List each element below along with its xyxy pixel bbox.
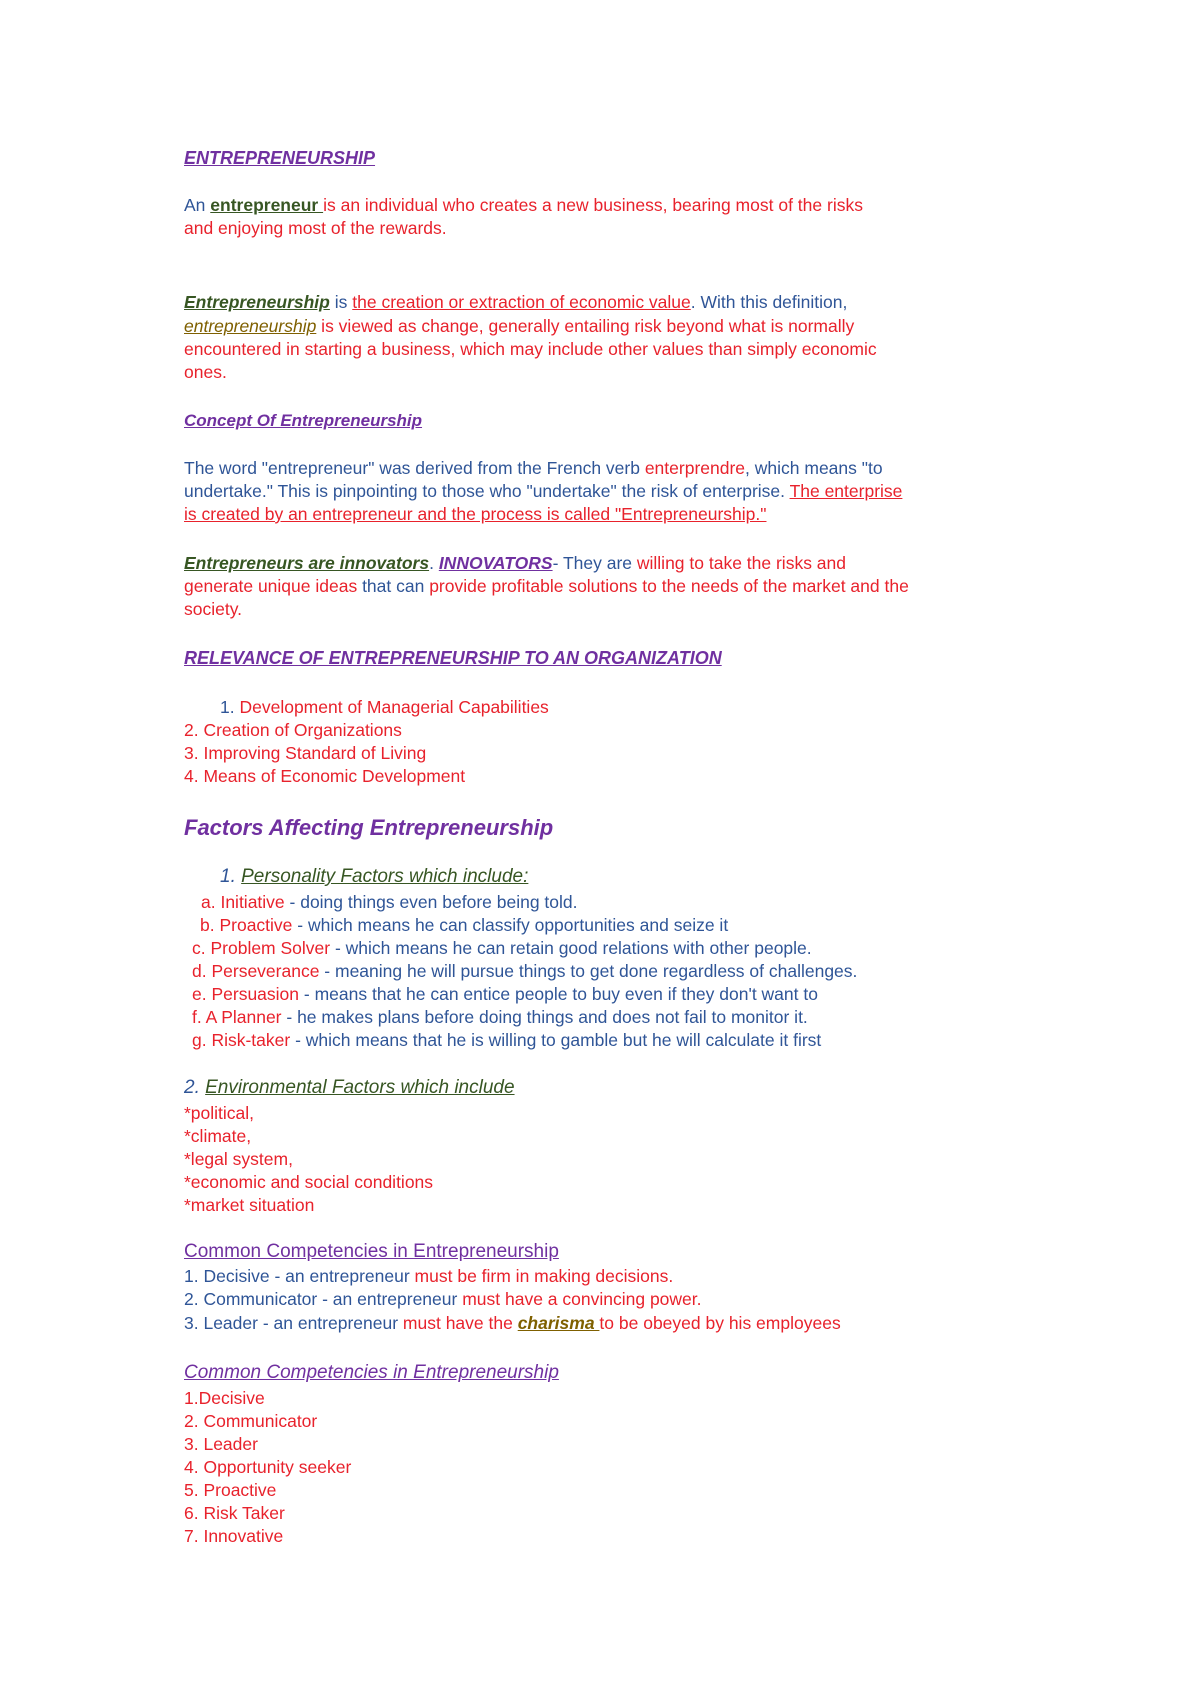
- relevance-num: 3.: [184, 743, 204, 763]
- personality-label: e. Persuasion: [192, 984, 300, 1004]
- personality-desc: - meaning he will pursue things to get done regardless of challenges.: [319, 961, 858, 981]
- def2-term: Entrepreneurship: [184, 292, 330, 312]
- competency-list-item: 5. Proactive: [184, 1480, 277, 1500]
- environmental-title: Environmental Factors which include: [205, 1077, 515, 1098]
- innovators-line2: [184, 575, 909, 597]
- personality-label: b. Proactive: [200, 915, 293, 935]
- concept-l1b: enterprendre: [644, 458, 746, 478]
- competency-list-item: 1.Decisive: [184, 1388, 265, 1408]
- personality-desc: - which means he can classify opportunities and seize it: [292, 915, 729, 935]
- document-title: ENTREPRENEURSHIP: [184, 148, 376, 168]
- innov-dash: - They are: [552, 553, 637, 573]
- personality-desc: - doing things even before being told.: [284, 892, 578, 912]
- personality-item: [192, 1006, 808, 1028]
- concept-heading: Concept Of Entrepreneurship: [184, 411, 423, 430]
- concept-l1a: The word "entrepreneur" was derived from the French verb: [184, 458, 645, 478]
- relevance-item: [184, 742, 426, 764]
- relevance-num: 2.: [184, 720, 204, 740]
- relevance-heading: RELEVANCE OF ENTREPRENEURSHIP TO AN ORGANIZATION: [184, 648, 722, 668]
- environmental-item: *market situation: [184, 1195, 315, 1215]
- def2-after: . With this definition,: [690, 292, 848, 312]
- personality-desc: - he makes plans before doing things and does not fail to monitor it.: [281, 1007, 808, 1027]
- personality-label: f. A Planner: [192, 1007, 282, 1027]
- environmental-item: *political,: [184, 1103, 255, 1123]
- competencies-heading: Common Competencies in Entrepreneurship: [184, 1241, 559, 1262]
- def1-line2: and enjoying most of the rewards.: [184, 218, 447, 238]
- personality-item: [201, 891, 578, 913]
- personality-desc: - which means he can retain good relations with other people.: [330, 938, 812, 958]
- competency-label: 1. Decisive: [184, 1266, 270, 1286]
- competencies-heading-2: Common Competencies in Entrepreneurship: [184, 1362, 559, 1383]
- innov-l2b: that can: [362, 576, 430, 596]
- competency-mid: - an entrepreneur: [257, 1313, 403, 1333]
- innov-dot: .: [429, 553, 439, 573]
- def2-link[interactable]: the creation or extraction of economic value: [352, 292, 691, 312]
- personality-title-line: [220, 866, 528, 888]
- competency-mid: - an entrepreneur: [269, 1266, 415, 1286]
- def2-line2-rest: is viewed as change, generally entailing risk beyond what is normally: [316, 316, 855, 336]
- personality-desc: - means that he can entice people to buy even if they don't want to: [299, 984, 818, 1004]
- relevance-text: Creation of Organizations: [203, 720, 402, 740]
- innov-l2a: generate unique ideas: [184, 576, 363, 596]
- innov-word: INNOVATORS: [438, 553, 553, 573]
- personality-item: [192, 983, 818, 1005]
- definition-entrepreneurship: [184, 291, 847, 313]
- def2-term2: entrepreneurship: [184, 316, 317, 336]
- competency-item: [184, 1312, 841, 1334]
- personality-item: [192, 937, 812, 959]
- personality-item: [200, 914, 728, 936]
- competency-item: [184, 1288, 702, 1310]
- innov-l2c: provide profitable solutions to the needs of the market and the: [429, 576, 909, 596]
- relevance-text: Development of Managerial Capabilities: [239, 697, 549, 717]
- def2-line2: [184, 315, 854, 337]
- def2-is: is: [329, 292, 353, 312]
- environmental-item: *legal system,: [184, 1149, 293, 1169]
- competency-item: [184, 1265, 673, 1287]
- personality-desc: - which means that he is willing to gamble but he will calculate it first: [290, 1030, 822, 1050]
- definition-entrepreneur: [184, 194, 863, 216]
- competency-end: must have the: [402, 1313, 518, 1333]
- factors-heading: Factors Affecting Entrepreneurship: [184, 815, 554, 840]
- concept-line3: is created by an entrepreneur and the process is called "Entrepreneurship.": [184, 504, 767, 524]
- innov-term: Entrepreneurs are innovators: [184, 553, 430, 573]
- competency-list-item: 6. Risk Taker: [184, 1503, 285, 1523]
- competency-list-item: 2. Communicator: [184, 1411, 318, 1431]
- def2-line3: encountered in starting a business, which may include other values than simply economic: [184, 339, 877, 359]
- personality-title: Personality Factors which include:: [241, 866, 529, 887]
- concept-line2: [184, 480, 902, 502]
- def1-term: entrepreneur: [210, 195, 324, 215]
- environmental-item: *economic and social conditions: [184, 1172, 434, 1192]
- relevance-num: 4.: [184, 766, 204, 786]
- concept-line1: [184, 457, 883, 479]
- innov-rest1: willing to take the risks and: [636, 553, 847, 573]
- charisma-after: to be obeyed by his employees: [599, 1313, 841, 1333]
- relevance-num: 1.: [220, 697, 240, 717]
- competency-list-item: 4. Opportunity seeker: [184, 1457, 352, 1477]
- personality-label: g. Risk-taker: [192, 1030, 291, 1050]
- personality-label: a. Initiative: [201, 892, 285, 912]
- competency-end: must be firm in making decisions.: [414, 1266, 674, 1286]
- environmental-num: 2.: [184, 1077, 206, 1098]
- competency-label: 2. Communicator: [184, 1289, 318, 1309]
- competency-label: 3. Leader: [184, 1313, 258, 1333]
- def2-line4: ones.: [184, 362, 227, 382]
- def1-rest: is an individual who creates a new business, bearing most of the risks: [323, 195, 863, 215]
- competency-list-item: 3. Leader: [184, 1434, 258, 1454]
- innovators-line3: society.: [184, 599, 243, 619]
- competency-mid: - an entrepreneur: [317, 1289, 463, 1309]
- relevance-text: Means of Economic Development: [203, 766, 466, 786]
- concept-l2a: undertake." This is pinpointing to those who "undertake" the risk of enterprise.: [184, 481, 790, 501]
- charisma-term: charisma: [517, 1313, 600, 1333]
- environmental-title-line: [184, 1077, 537, 1099]
- environmental-item: *climate,: [184, 1126, 252, 1146]
- relevance-item: [184, 765, 465, 787]
- personality-label: c. Problem Solver: [192, 938, 331, 958]
- personality-item: [192, 960, 857, 982]
- personality-num: 1.: [220, 866, 242, 887]
- competency-end: must have a convincing power.: [462, 1289, 702, 1309]
- innovators-line1: [184, 552, 846, 574]
- concept-l2b: The enterprise: [789, 481, 903, 501]
- competency-list-item: 7. Innovative: [184, 1526, 284, 1546]
- personality-item: [192, 1029, 821, 1051]
- relevance-item: [184, 719, 402, 741]
- relevance-item: [220, 696, 549, 718]
- personality-label: d. Perseverance: [192, 961, 320, 981]
- concept-l1c: , which means "to: [745, 458, 883, 478]
- relevance-text: Improving Standard of Living: [203, 743, 427, 763]
- def1-an: An: [184, 195, 211, 215]
